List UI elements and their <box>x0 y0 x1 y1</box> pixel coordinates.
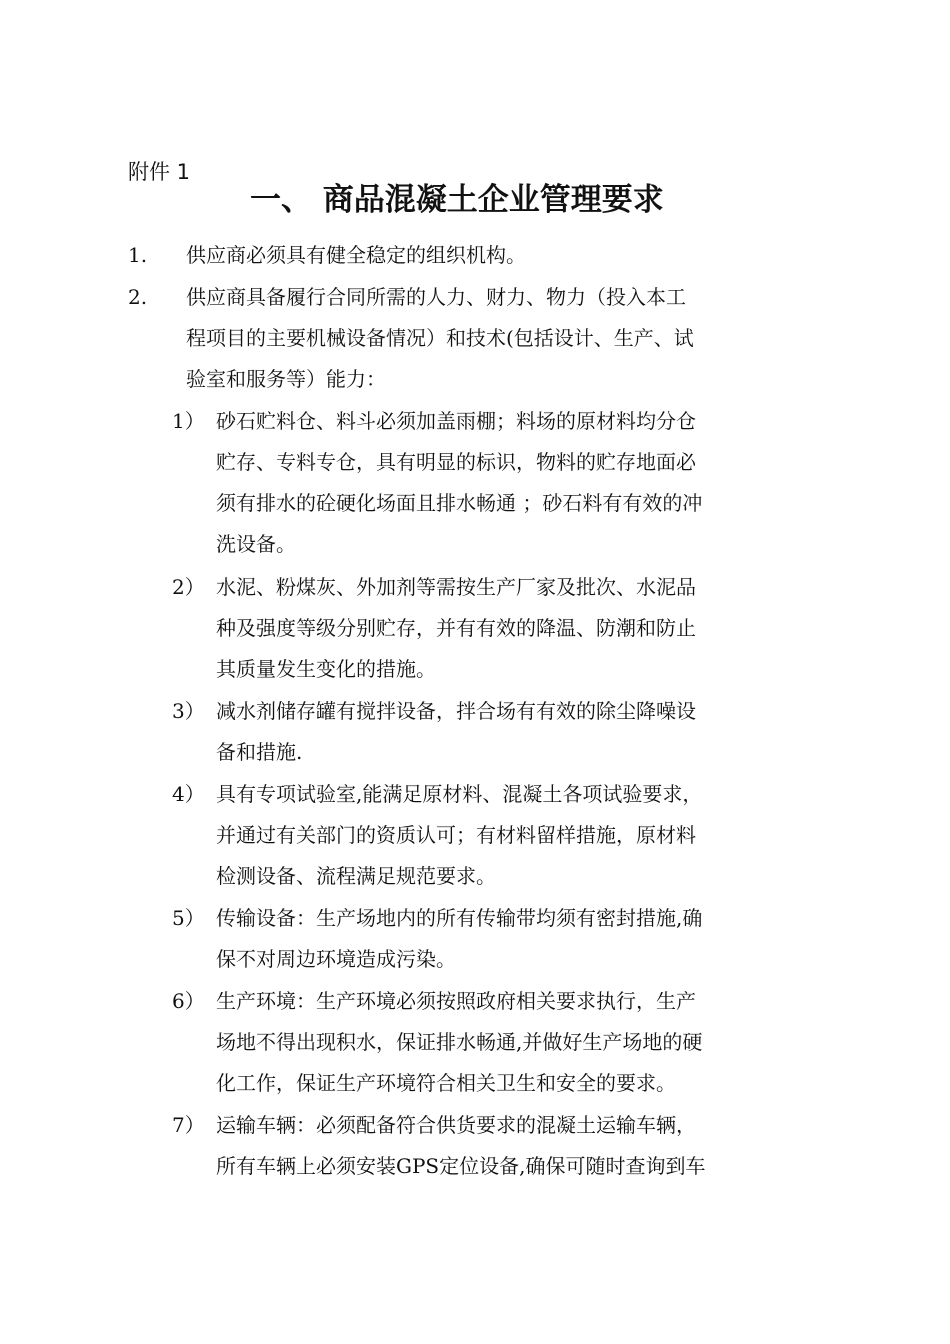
sub-item-text <box>216 781 846 904</box>
text-line: 传输设备：生产场地内的所有传输带均须有密封措施,确 <box>216 906 703 930</box>
sub-item-text <box>216 1112 846 1194</box>
sub-item-text <box>216 574 846 697</box>
text-line: 所有车辆上必须安装GPS定位设备,确保可随时查询到车 <box>216 1154 706 1178</box>
text-line: 场地不得出现积水，保证排水畅通,并做好生产场地的硬 <box>216 1030 703 1054</box>
text-line: 保不对周边环境造成污染。 <box>216 947 456 971</box>
text-line: 验室和服务等）能力： <box>186 367 386 391</box>
text-line: 生产环境：生产环境必须按照政府相关要求执行，生产 <box>216 989 696 1013</box>
attachment-label: 附件 1 <box>128 160 191 184</box>
text-line: 备和措施. <box>216 740 303 764</box>
text-line: 减水剂储存罐有搅拌设备，拌合场有有效的除尘降噪设 <box>216 699 696 723</box>
text-line: 须有排水的砼硬化场面且排水畅通 ；砂石料有有效的冲 <box>216 491 703 515</box>
text-line: 供应商必须具有健全稳定的组织机构。 <box>186 243 526 267</box>
sub-item-number: 4） <box>172 782 205 806</box>
sub-item-number: 3） <box>172 699 205 723</box>
sub-item-text <box>216 408 846 572</box>
text-line: 洗设备。 <box>216 532 296 556</box>
sub-item-number: 1） <box>172 409 205 433</box>
sub-item-number: 5） <box>172 906 205 930</box>
text-line: 化工作，保证生产环境符合相关卫生和安全的要求。 <box>216 1071 676 1095</box>
item-text <box>186 242 836 283</box>
sub-item-text <box>216 988 846 1111</box>
text-line: 程项目的主要机械设备情况）和技术(包括设计、生产、试 <box>186 326 694 350</box>
item-number: 2. <box>128 285 148 309</box>
item-number: 1. <box>128 243 148 267</box>
document-title: 一、 商品混凝土企业管理要求 <box>250 182 664 218</box>
text-line: 其质量发生变化的措施。 <box>216 657 436 681</box>
text-line: 并通过有关部门的资质认可；有材料留样措施，原材料 <box>216 823 696 847</box>
item-text <box>186 284 836 407</box>
text-line: 砂石贮料仓、料斗必须加盖雨棚；料场的原材料均分仓 <box>216 409 696 433</box>
sub-item-number: 7） <box>172 1113 205 1137</box>
sub-item-text <box>216 698 846 780</box>
text-line: 水泥、粉煤灰、外加剂等需按生产厂家及批次、水泥品 <box>216 575 696 599</box>
sub-item-number: 2） <box>172 575 205 599</box>
text-line: 检测设备、流程满足规范要求。 <box>216 864 496 888</box>
text-line: 具有专项试验室,能满足原材料、混凝土各项试验要求， <box>216 782 703 806</box>
sub-item-number: 6） <box>172 989 205 1013</box>
sub-item-text <box>216 905 846 987</box>
text-line: 运输车辆：必须配备符合供货要求的混凝土运输车辆， <box>216 1113 696 1137</box>
text-line: 贮存、专料专仓，具有明显的标识，物料的贮存地面必 <box>216 450 696 474</box>
text-line: 种及强度等级分别贮存，并有有效的降温、防潮和防止 <box>216 616 696 640</box>
text-line: 供应商具备履行合同所需的人力、财力、物力（投入本工 <box>186 285 686 309</box>
